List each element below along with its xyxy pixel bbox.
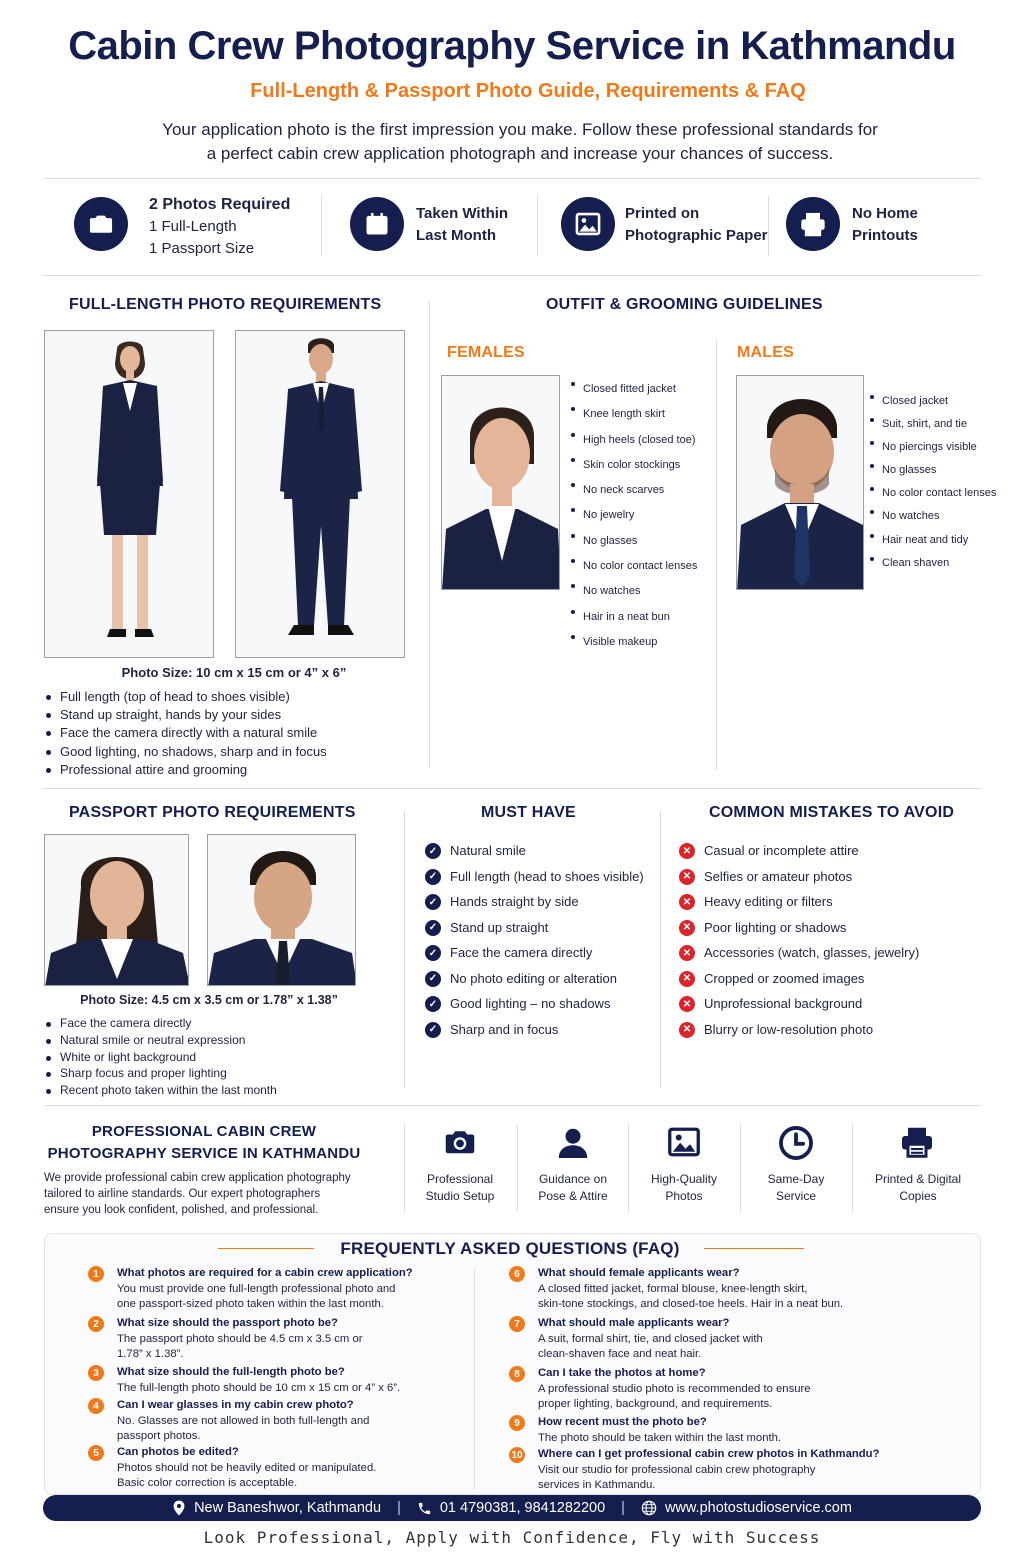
list-item: No color contact lenses <box>869 482 1019 505</box>
desc-line: tailored to airline standards. Our expert photographers <box>44 1188 321 1201</box>
faq-answer: proper lighting, background, and requirements. <box>538 1398 773 1410</box>
list-item <box>679 842 969 868</box>
passport-male-photo <box>207 834 356 986</box>
service-description <box>44 1170 389 1219</box>
check-icon: ✓ <box>425 1022 441 1038</box>
service-heading <box>44 1121 364 1165</box>
calendar-icon <box>350 197 404 251</box>
passport-heading: PASSPORT PHOTO REQUIREMENTS <box>69 804 356 821</box>
list-item-label: Blurry or low-resolution photo <box>704 1021 874 1037</box>
list-item: Hair neat and tidy <box>869 529 1019 552</box>
list-item: High heels (closed toe) <box>570 428 720 453</box>
feature-studio-setup <box>410 1171 510 1205</box>
image-icon <box>665 1124 703 1165</box>
divider <box>517 1124 518 1212</box>
faq-number: 2 <box>88 1316 104 1332</box>
phone-icon <box>417 1501 432 1516</box>
faq-answer: clean-shaven face and neat hair. <box>538 1348 702 1360</box>
faq-number: 1 <box>88 1266 104 1282</box>
female-headshot-photo <box>441 375 560 590</box>
list-item-label: No photo editing or alteration <box>450 970 617 986</box>
printer-icon <box>786 197 840 251</box>
divider <box>628 1124 629 1212</box>
list-item: Stand up straight, hands by your sides <box>44 706 404 724</box>
passport-list <box>44 1015 364 1099</box>
list-item <box>425 868 655 894</box>
divider <box>44 788 981 789</box>
check-icon: ✓ <box>425 843 441 859</box>
list-item <box>425 893 655 919</box>
list-item-label: Heavy editing or filters <box>704 894 833 909</box>
faq-number: 6 <box>509 1266 525 1282</box>
key-printed-on <box>625 203 768 247</box>
feature-line: Studio Setup <box>425 1189 495 1203</box>
image-icon <box>561 197 615 251</box>
list-item-label: Poor lighting or shadows <box>704 919 847 935</box>
faq-number: 4 <box>88 1398 104 1414</box>
faq-answer: Basic color correction is acceptable. <box>117 1477 298 1489</box>
full-length-female-photo <box>44 330 214 658</box>
intro-line: Your application photo is the first impression you make. Follow these professional standards for <box>162 120 878 139</box>
faq-answer: A suit, formal shirt, tie, and closed jacket with <box>538 1332 763 1345</box>
key-title: 2 Photos Required <box>149 196 291 213</box>
check-icon: ✓ <box>425 894 441 910</box>
list-item: Suit, shirt, and tie <box>869 413 1019 436</box>
list-item <box>425 944 655 970</box>
faq-question: What size should the full-length photo be? <box>117 1366 345 1378</box>
faq-answer: one passport-sized photo taken within the last month. <box>117 1298 384 1310</box>
list-item: Visible makeup <box>570 630 720 655</box>
divider <box>740 1124 741 1212</box>
list-item <box>679 944 969 970</box>
list-item: No color contact lenses <box>570 554 720 579</box>
list-item: White or light background <box>44 1049 364 1066</box>
list-item <box>679 919 969 945</box>
person-icon <box>555 1124 591 1167</box>
females-list <box>570 377 720 655</box>
list-item: Hair in a neat bun <box>570 605 720 630</box>
list-item-label: Full length (head to shoes visible) <box>450 868 644 884</box>
males-heading: MALES <box>737 344 794 361</box>
key-line: No Home <box>852 205 918 222</box>
feature-line: Photos <box>665 1189 703 1203</box>
faq-item <box>538 1447 958 1494</box>
list-item <box>425 995 655 1021</box>
desc-line: ensure you look confident, polished, and professional. <box>44 1204 319 1217</box>
feature-same-day <box>746 1171 846 1205</box>
feature-guidance <box>523 1171 623 1205</box>
key-line: 1 Passport Size <box>149 240 255 257</box>
x-icon: ✕ <box>679 945 695 961</box>
divider <box>704 1248 804 1249</box>
location-pin-icon <box>172 1500 186 1516</box>
feature-line: Guidance on <box>538 1172 608 1186</box>
faq-answer: You must provide one full-length professional photo and <box>117 1282 396 1295</box>
faq-item <box>538 1266 938 1313</box>
check-icon: ✓ <box>425 945 441 961</box>
website-link[interactable]: www.photostudioservice.com <box>664 1500 852 1516</box>
check-icon: ✓ <box>425 996 441 1012</box>
phone-text[interactable]: 01 4790381, 9841282200 <box>439 1500 606 1516</box>
divider <box>321 196 322 256</box>
faq-answer: A closed fitted jacket, formal blouse, knee-length skirt, <box>538 1282 808 1295</box>
list-item-label: Selfies or amateur photos <box>704 868 853 884</box>
list-item: No glasses <box>869 459 1019 482</box>
feature-line: Copies <box>899 1189 937 1203</box>
faq-answer: No. Glasses are not allowed in both full-length and <box>117 1414 370 1427</box>
check-icon: ✓ <box>425 920 441 936</box>
faq-item <box>117 1316 467 1363</box>
faq-item <box>117 1266 467 1313</box>
faq-number: 3 <box>88 1365 104 1381</box>
faq-answer: The passport photo should be 4.5 cm x 3.5 cm or <box>117 1332 363 1345</box>
key-line: Photographic Paper <box>625 227 768 244</box>
list-item-label: Sharp and in focus <box>450 1021 559 1037</box>
passport-female-photo <box>44 834 189 986</box>
separator: | <box>397 1500 401 1516</box>
divider <box>474 1268 475 1490</box>
list-item <box>425 1021 655 1047</box>
list-item: Recent photo taken within the last month <box>44 1082 364 1099</box>
divider <box>537 196 538 256</box>
list-item: Closed jacket <box>869 390 1019 413</box>
key-no-home <box>852 203 918 247</box>
key-line: Taken Within <box>416 205 509 222</box>
heading-line: PHOTOGRAPHY SERVICE IN KATHMANDU <box>47 1145 361 1162</box>
faq-answer: The photo should be taken within the last month. <box>538 1431 782 1444</box>
contact-bar <box>43 1495 981 1521</box>
divider <box>429 300 430 768</box>
x-icon: ✕ <box>679 869 695 885</box>
faq-number: 9 <box>509 1415 525 1431</box>
faq-question: Can I wear glasses in my cabin crew photo? <box>117 1399 354 1411</box>
key-line: 1 Full-Length <box>149 218 237 235</box>
faq-item <box>538 1366 938 1413</box>
camera-icon <box>440 1124 480 1165</box>
list-item <box>425 919 655 945</box>
page-title: Cabin Crew Photography Service in Kathmandu <box>68 24 956 68</box>
printer-icon <box>898 1124 936 1165</box>
feature-line: Printed & Digital <box>874 1172 962 1186</box>
list-item: Natural smile or neutral expression <box>44 1032 364 1049</box>
x-icon: ✕ <box>679 1022 695 1038</box>
list-item <box>425 970 655 996</box>
faq-question: How recent must the photo be? <box>538 1416 707 1428</box>
mistakes-heading: COMMON MISTAKES TO AVOID <box>709 804 955 821</box>
list-item-label: Natural smile <box>450 843 526 858</box>
x-icon: ✕ <box>679 971 695 987</box>
faq-answer: The full-length photo should be 10 cm x 15 cm or 4” x 6”. <box>117 1381 401 1394</box>
divider <box>404 810 405 1088</box>
list-item: Clean shaven <box>869 552 1019 575</box>
key-photos-required <box>149 194 290 260</box>
x-icon: ✕ <box>679 920 695 936</box>
list-item <box>679 893 969 919</box>
list-item: Face the camera directly <box>44 1015 364 1032</box>
faq-number: 7 <box>509 1316 525 1332</box>
key-line: Printed on <box>625 205 700 222</box>
divider <box>44 1105 981 1106</box>
females-heading: FEMALES <box>447 344 525 361</box>
page-subtitle: Full-Length & Passport Photo Guide, Requirements & FAQ <box>250 80 806 102</box>
list-item: No watches <box>869 505 1019 528</box>
list-item-label: Hands straight by side <box>450 894 579 909</box>
mistakes-list <box>679 842 969 1046</box>
list-item: No piercings visible <box>869 436 1019 459</box>
list-item: Full length (top of head to shoes visible) <box>44 688 404 706</box>
key-line: Printouts <box>852 227 918 244</box>
faq-answer: 1.78” x 1.38”. <box>117 1348 184 1360</box>
website[interactable] <box>641 1500 852 1516</box>
faq-answer: A professional studio photo is recommended to ensure <box>538 1382 811 1395</box>
faq-item <box>117 1365 467 1396</box>
feature-quality <box>634 1171 734 1205</box>
full-length-male-photo <box>235 330 405 658</box>
must-have-list <box>425 842 655 1046</box>
divider <box>660 810 661 1088</box>
faq-question: Where can I get professional cabin crew photos in Kathmandu? <box>538 1448 880 1460</box>
outfit-heading: OUTFIT & GROOMING GUIDELINES <box>546 296 823 313</box>
check-icon: ✓ <box>425 869 441 885</box>
key-line: Last Month <box>416 227 496 244</box>
list-item: Knee length skirt <box>570 402 720 427</box>
faq-item <box>538 1316 938 1363</box>
list-item <box>679 970 969 996</box>
address-text: New Baneshwor, Kathmandu <box>194 1500 382 1516</box>
phone[interactable] <box>417 1500 605 1516</box>
faq-number: 8 <box>509 1366 525 1382</box>
list-item: Face the camera directly with a natural smile <box>44 724 404 742</box>
faq-question: What photos are required for a cabin crew application? <box>117 1267 413 1279</box>
x-icon: ✕ <box>679 843 695 859</box>
divider <box>218 1248 314 1249</box>
feature-line: Pose & Attire <box>538 1189 608 1203</box>
faq-answer: Photos should not be heavily edited or manipulated. <box>117 1461 377 1474</box>
divider <box>44 178 981 179</box>
full-length-list <box>44 688 404 779</box>
list-item-label: Accessories (watch, glasses, jewelry) <box>704 945 920 960</box>
clock-icon <box>777 1124 815 1167</box>
divider <box>404 1124 405 1212</box>
separator: | <box>621 1500 625 1516</box>
faq-question: What should male applicants wear? <box>538 1317 730 1329</box>
x-icon: ✕ <box>679 996 695 1012</box>
faq-number: 5 <box>88 1445 104 1461</box>
divider <box>44 275 981 276</box>
faq-answer: skin-tone stockings, and closed-toe heels. Hair in a neat bun. <box>538 1298 844 1310</box>
feature-line: Professional <box>426 1172 494 1186</box>
males-list <box>869 390 1019 575</box>
full-length-heading: FULL-LENGTH PHOTO REQUIREMENTS <box>69 296 382 313</box>
list-item <box>679 868 969 894</box>
list-item-label: Good lighting – no shadows <box>450 996 611 1011</box>
x-icon: ✕ <box>679 894 695 910</box>
list-item: No glasses <box>570 529 720 554</box>
list-item-label: Cropped or zoomed images <box>704 970 865 986</box>
list-item <box>679 1021 969 1047</box>
divider <box>852 1124 853 1212</box>
intro-line: a perfect cabin crew application photograph and increase your chances of success. <box>206 144 834 163</box>
faq-item <box>117 1445 467 1492</box>
faq-question: What should female applicants wear? <box>538 1267 740 1279</box>
faq-item <box>538 1415 938 1446</box>
list-item: Closed fitted jacket <box>570 377 720 402</box>
male-headshot-photo <box>736 375 864 590</box>
divider <box>768 196 769 256</box>
faq-heading: FREQUENTLY ASKED QUESTIONS (FAQ) <box>340 1239 680 1258</box>
list-item <box>425 842 655 868</box>
list-item <box>679 995 969 1021</box>
feature-line: High-Quality <box>650 1172 718 1186</box>
passport-size: Photo Size: 4.5 cm x 3.5 cm or 1.78” x 1.38” <box>80 993 338 1007</box>
feature-line: Same-Day <box>767 1172 825 1186</box>
list-item-label: Casual or incomplete attire <box>704 843 859 858</box>
faq-question: Can photos be edited? <box>117 1446 239 1458</box>
tagline: Look Professional, Apply with Confidence, Fly with Success <box>203 1528 821 1547</box>
list-item: No neck scarves <box>570 478 720 503</box>
faq-number: 10 <box>509 1447 525 1463</box>
faq-answer: Visit our studio for professional cabin crew photography <box>538 1463 816 1476</box>
list-item-label: Stand up straight <box>450 919 549 935</box>
list-item-label: Face the camera directly <box>450 945 593 960</box>
list-item: No jewelry <box>570 503 720 528</box>
feature-copies <box>868 1171 968 1205</box>
heading-line: PROFESSIONAL CABIN CREW <box>91 1123 317 1140</box>
intro-text <box>100 118 940 166</box>
check-icon: ✓ <box>425 971 441 987</box>
faq-item <box>117 1398 467 1445</box>
key-taken-within <box>416 203 508 247</box>
list-item: Good lighting, no shadows, sharp and in focus <box>44 743 404 761</box>
faq-question: What size should the passport photo be? <box>117 1317 338 1329</box>
divider <box>716 340 717 770</box>
list-item: No watches <box>570 579 720 604</box>
globe-icon <box>641 1500 657 1516</box>
list-item: Skin color stockings <box>570 453 720 478</box>
faq-answer: services in Kathmandu. <box>538 1479 656 1491</box>
key-camera-icon <box>74 197 128 251</box>
list-item: Professional attire and grooming <box>44 761 404 779</box>
faq-answer: passport photos. <box>117 1430 201 1442</box>
faq-question: Can I take the photos at home? <box>538 1367 706 1379</box>
feature-line: Service <box>775 1189 816 1203</box>
list-item-label: Unprofessional background <box>704 996 863 1011</box>
must-have-heading: MUST HAVE <box>481 804 576 821</box>
full-length-size: Photo Size: 10 cm x 15 cm or 4” x 6” <box>121 665 347 680</box>
list-item: Sharp focus and proper lighting <box>44 1065 364 1082</box>
address <box>172 1500 381 1516</box>
desc-line: We provide professional cabin crew application photography <box>44 1172 351 1184</box>
